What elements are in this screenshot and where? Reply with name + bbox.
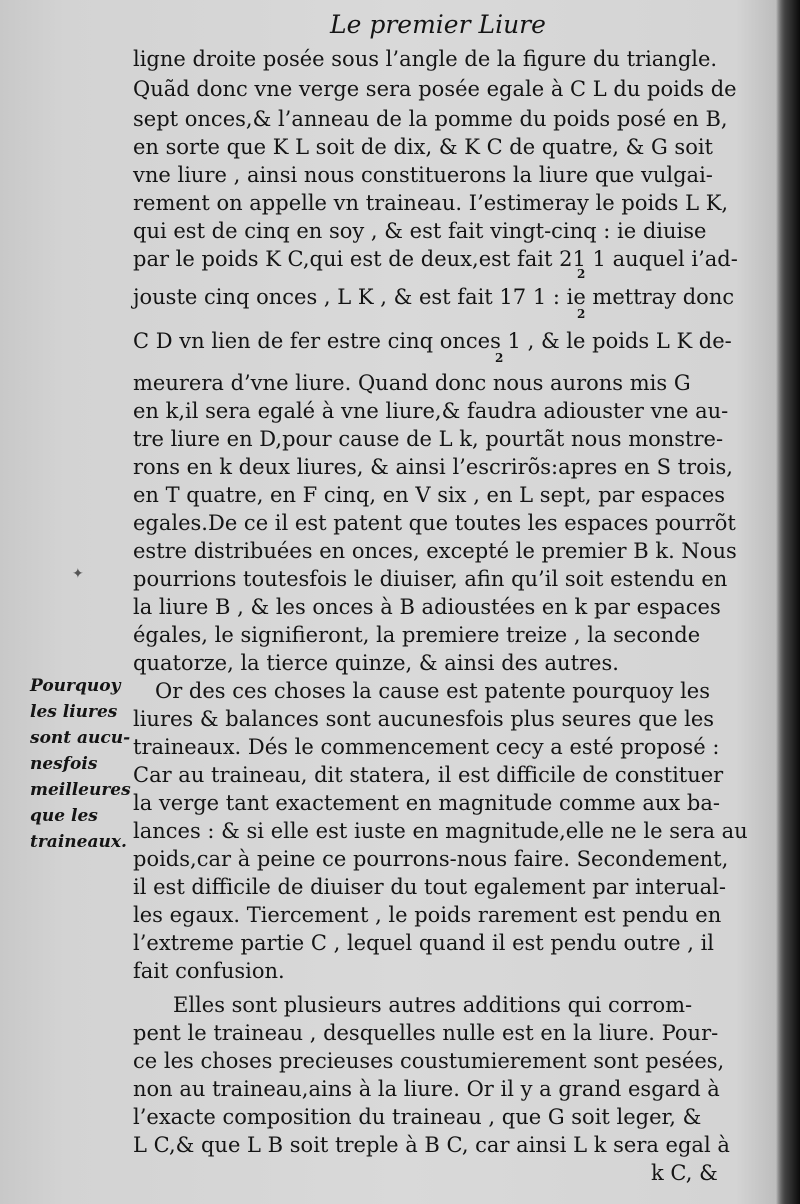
text-line: Car au traineau, dit statera, il est difficile de constituer — [133, 763, 724, 787]
margin-note-line: meilleures — [30, 780, 131, 800]
ink-speck: ✦ — [72, 566, 84, 582]
text-line: en T quatre, en F cinq, en V six , en L sept, par espaces — [133, 483, 726, 507]
text-line: rement on appelle vn traineau. I’estimeray le poids L K, — [133, 191, 729, 215]
text-line: Or des ces choses la cause est patente pourquoy les — [155, 679, 711, 703]
fraction-denominator: 2 — [577, 307, 586, 321]
text-line: l’extreme partie C , lequel quand il est pendu outre , il — [133, 931, 714, 955]
text-line: ce les choses precieuses coustumierement sont pesées, — [133, 1049, 725, 1073]
text-line: meurera d’vne liure. Quand donc nous aurons mis G — [133, 371, 691, 395]
text-line: jouste cinq onces , L K , & est fait 17 1 : ie mettray donc — [133, 285, 735, 309]
text-line: pent le traineau , desquelles nulle est en la liure. Pour- — [133, 1021, 719, 1045]
margin-note-line: les liures — [30, 702, 118, 722]
text-line: en sorte que K L soit de dix, & K C de quatre, & G soit — [133, 135, 713, 159]
text-line: pourrions toutesfois le diuiser, afin qu’il soit estendu en — [133, 567, 728, 591]
margin-note-line: sont aucu- — [30, 728, 131, 748]
text-line: la liure B , & les onces à B adioustées en k par espaces — [133, 595, 721, 619]
running-head: Le premier Liure — [330, 10, 546, 39]
text-line: égales, le signifieront, la premiere treize , la seconde — [133, 623, 701, 647]
text-line: non au traineau,ains à la liure. Or il y a grand esgard à — [133, 1077, 720, 1101]
text-line: traineaux. Dés le commencement cecy a esté proposé : — [133, 735, 720, 759]
text-line: Elles sont plusieurs autres additions qui corrom- — [173, 993, 693, 1017]
margin-note-line: Pourquoy — [30, 676, 121, 696]
margin-note-line: que les — [30, 806, 98, 826]
text-line: fait confusion. — [133, 959, 285, 983]
text-line: egales.De ce il est patent que toutes les espaces pourrõt — [133, 511, 736, 535]
text-line: quatorze, la tierce quinze, & ainsi des autres. — [133, 651, 619, 675]
text-line: L C,& que L B soit treple à B C, car ainsi L k sera egal à — [133, 1133, 730, 1157]
text-line: poids,car à peine ce pourrons-nous faire. Secondement, — [133, 847, 729, 871]
text-line: la verge tant exactement en magnitude comme aux ba- — [133, 791, 720, 815]
text-line: l’exacte composition du traineau , que G soit leger, & — [133, 1105, 702, 1129]
text-line: C D vn lien de fer estre cinq onces 1 , & le poids L K de- — [133, 329, 732, 353]
text-line: tre liure en D,pour cause de L k, pourtãt nous monstre- — [133, 427, 724, 451]
text-line: liures & balances sont aucunesfois plus seures que les — [133, 707, 715, 731]
fraction-denominator: 2 — [577, 267, 586, 281]
text-line: en k,il sera egalé à vne liure,& faudra adiouster vne au- — [133, 399, 729, 423]
text-line: Quãd donc vne verge sera posée egale à C L du poids de — [133, 77, 737, 101]
text-line: lances : & si elle est iuste en magnitude,elle ne le sera au — [133, 819, 748, 843]
text-line: estre distribuées en onces, excepté le premier B k. Nous — [133, 539, 737, 563]
text-line: par le poids K C,qui est de deux,est fait 21 1 auquel i’ad- — [133, 247, 738, 271]
catchword: k C, & — [651, 1161, 718, 1185]
text-line: ligne droite posée sous l’angle de la figure du triangle. — [133, 47, 718, 71]
text-line: il est difficile de diuiser du tout egalement par interual- — [133, 875, 726, 899]
text-line: rons en k deux liures, & ainsi l’escrirõs:apres en S trois, — [133, 455, 733, 479]
text-line: sept onces,& l’anneau de la pomme du poids posé en B, — [133, 107, 728, 131]
fraction-denominator: 2 — [495, 351, 504, 365]
page-gutter-shadow — [776, 0, 800, 1204]
text-line: vne liure , ainsi nous constituerons la liure que vulgai- — [133, 163, 713, 187]
margin-note-line: nesfois — [30, 754, 98, 774]
margin-note-line: traineaux. — [30, 832, 127, 852]
text-line: qui est de cinq en soy , & est fait vingt-cinq : ie diuise — [133, 219, 707, 243]
text-line: les egaux. Tiercement , le poids rarement est pendu en — [133, 903, 722, 927]
